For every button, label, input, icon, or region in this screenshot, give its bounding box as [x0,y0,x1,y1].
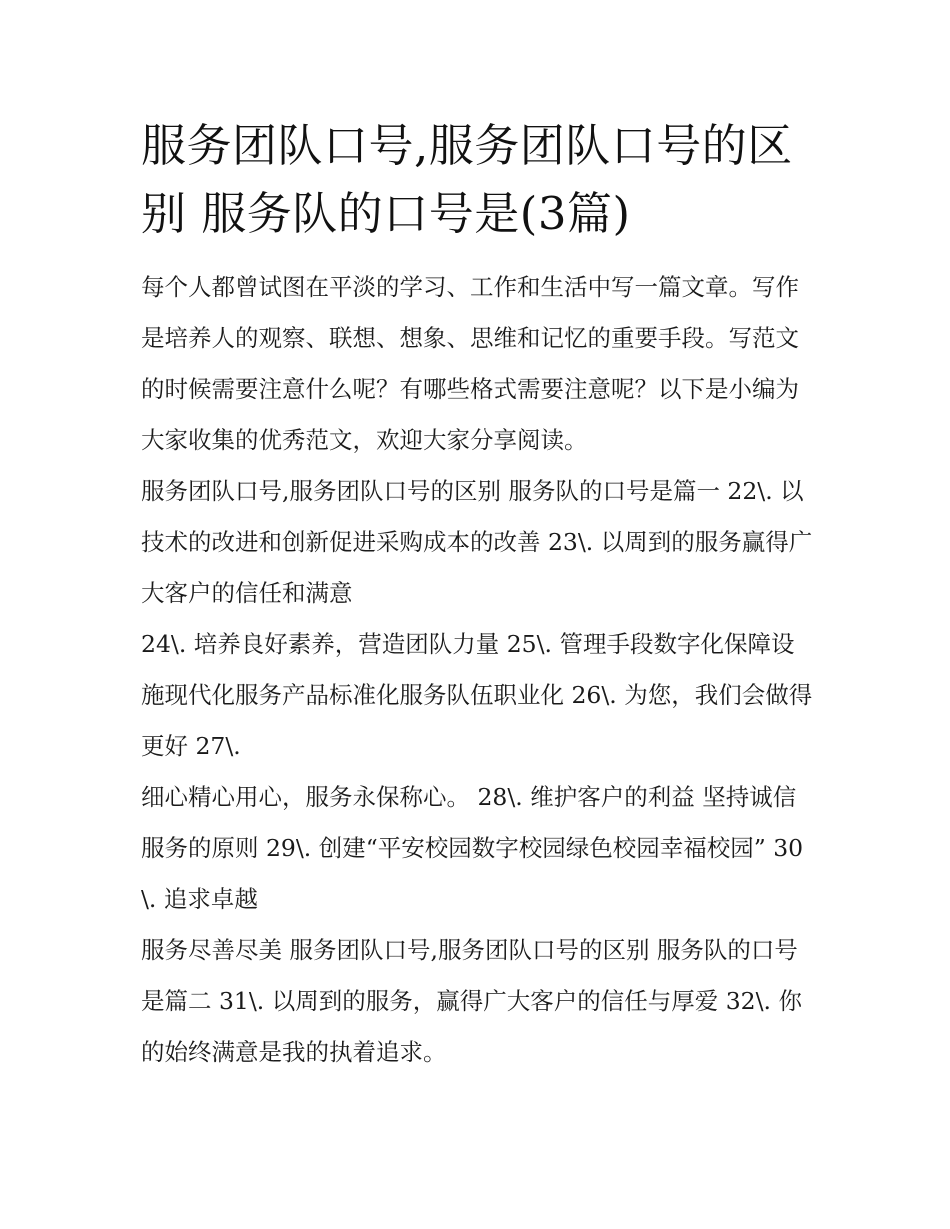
body-paragraph-1: 服务团队口号,服务团队口号的区别 服务队的口号是篇一 22\. 以技术的改进和创新促进采购成本的改善 23\. 以周到的服务赢得广大客户的信任和满意 [141,477,813,607]
intro-paragraph: 每个人都曾试图在平淡的学习、工作和生活中写一篇文章。写作是培养人的观察、联想、想象、思维和记忆的重要手段。写范文的时候需要注意什么呢？有哪些格式需要注意呢？以下是小编为大家收集的优秀范文，欢迎大家分享阅读。 [141,273,799,454]
document-title: 服务团队口号,服务团队口号的区别 服务队的口号是(3篇) [141,119,793,240]
body-paragraph-4: 服务尽善尽美 服务团队口号,服务团队口号的区别 服务队的口号是篇二 31\. 以周到的服务，赢得广大客户的信任与厚爱 32\. 你的始终满意是我的执着追求。 [141,936,802,1066]
document-content [141,112,816,1078]
body-paragraph-3: 细心精心用心，服务永保称心。 28\. 维护客户的利益 坚持诚信服务的原则 29\. 创建“平安校园数字校园绿色校园幸福校园” 30\. 追求卓越 [141,783,804,913]
body-paragraph-2: 24\. 培养良好素养，营造团队力量 25\. 管理手段数字化保障设施现代化服务产品标准化服务队伍职业化 26\. 为您，我们会做得更好 27\. [141,630,813,760]
